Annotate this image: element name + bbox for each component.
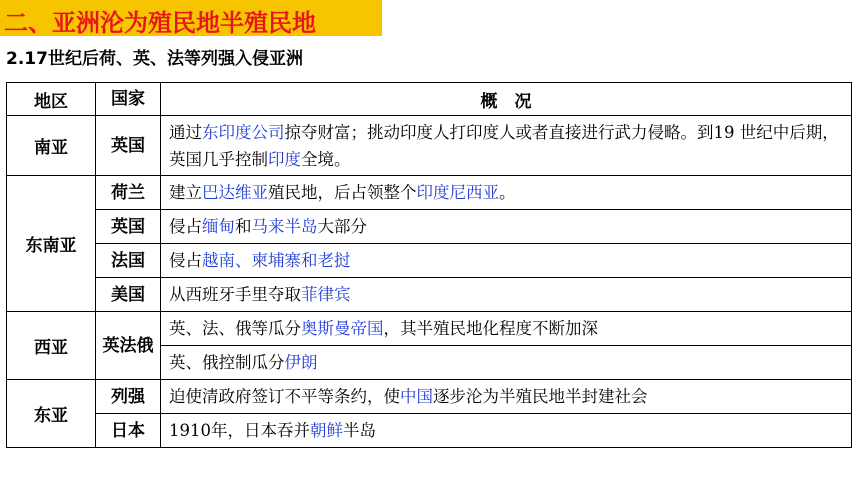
country-cell: 荷兰 xyxy=(96,176,161,210)
region-cell: 东南亚 xyxy=(7,176,96,312)
table-row xyxy=(7,210,852,244)
highlight-term: 缅甸 xyxy=(202,217,235,236)
desc-text: 建立 xyxy=(169,183,202,202)
country-cell: 美国 xyxy=(96,278,161,312)
desc-text: 。 xyxy=(499,183,516,202)
desc-text: 侵占 xyxy=(169,217,202,236)
desc-text: 通过 xyxy=(169,122,202,142)
country-cell: 日本 xyxy=(96,414,161,448)
highlight-term: 东印度公司 xyxy=(202,122,285,142)
desc-text: 英、俄控制瓜分 xyxy=(169,353,285,372)
desc-text: 侵占 xyxy=(169,251,202,270)
desc-text: 和 xyxy=(235,217,252,236)
table-header-row xyxy=(7,83,852,116)
highlight-term: 朝鲜 xyxy=(310,421,343,440)
desc-text: 1910年，日本吞并 xyxy=(169,421,310,440)
desc-text: 半岛 xyxy=(343,421,376,440)
table-row xyxy=(7,116,852,176)
desc-cell xyxy=(161,346,852,380)
header-country: 国家 xyxy=(96,83,161,116)
highlight-term: 马来半岛 xyxy=(251,217,318,236)
desc-text: ，其半殖民地化程度不断加深 xyxy=(383,319,598,338)
highlight-term: 伊朗 xyxy=(284,353,318,372)
highlight-term: 中国 xyxy=(400,387,433,406)
country-cell: 英国 xyxy=(96,116,161,176)
desc-cell xyxy=(161,116,852,176)
desc-text: 掠夺财富；挑动印度人打印度人或者直接进行武力侵略。到19 世纪中后期，英国几乎控制 xyxy=(169,122,839,169)
desc-cell xyxy=(161,210,852,244)
desc-cell xyxy=(161,278,852,312)
region-cell: 南亚 xyxy=(7,116,96,176)
country-cell: 列强 xyxy=(96,380,161,414)
country-cell: 法国 xyxy=(96,244,161,278)
highlight-term: 奥斯曼帝国 xyxy=(301,319,384,338)
desc-text: 英、法、俄等瓜分 xyxy=(169,319,301,338)
desc-text: 大部分 xyxy=(317,217,367,236)
header-overview: 概 况 xyxy=(161,83,852,116)
country-cell xyxy=(96,312,161,380)
desc-text: 从西班牙手里夺取 xyxy=(169,285,301,304)
colonization-table xyxy=(6,82,852,448)
desc-cell xyxy=(161,414,852,448)
region-cell: 西亚 xyxy=(7,312,96,380)
table-row xyxy=(7,176,852,210)
table-row xyxy=(7,312,852,346)
table-row xyxy=(7,278,852,312)
highlight-term: 越南、柬埔寨和老挝 xyxy=(202,251,351,270)
desc-cell xyxy=(161,176,852,210)
desc-cell xyxy=(161,380,852,414)
table-row xyxy=(7,244,852,278)
country-cell-text: 英法俄 xyxy=(102,335,154,356)
highlight-term: 印度 xyxy=(268,149,301,169)
header-region: 地区 xyxy=(7,83,96,116)
region-cell: 东亚 xyxy=(7,380,96,448)
highlight-term: 巴达维亚 xyxy=(202,183,268,202)
section-subtitle: 2.17世纪后荷、英、法等列强入侵亚洲 xyxy=(6,49,303,69)
desc-cell xyxy=(161,312,852,346)
desc-text: 逐步沦为半殖民地半封建社会 xyxy=(433,387,648,406)
highlight-term: 印度尼西亚 xyxy=(416,183,499,202)
page-title: 二、亚洲沦为殖民地半殖民地 xyxy=(4,9,316,37)
desc-text: 迫使清政府签订不平等条约，使 xyxy=(169,387,400,406)
highlight-term: 菲律宾 xyxy=(301,285,351,304)
table-row xyxy=(7,414,852,448)
desc-text: 殖民地，后占领整个 xyxy=(268,183,417,202)
desc-cell xyxy=(161,244,852,278)
table-row xyxy=(7,380,852,414)
country-cell: 英国 xyxy=(96,210,161,244)
desc-text: 全境。 xyxy=(301,149,351,169)
